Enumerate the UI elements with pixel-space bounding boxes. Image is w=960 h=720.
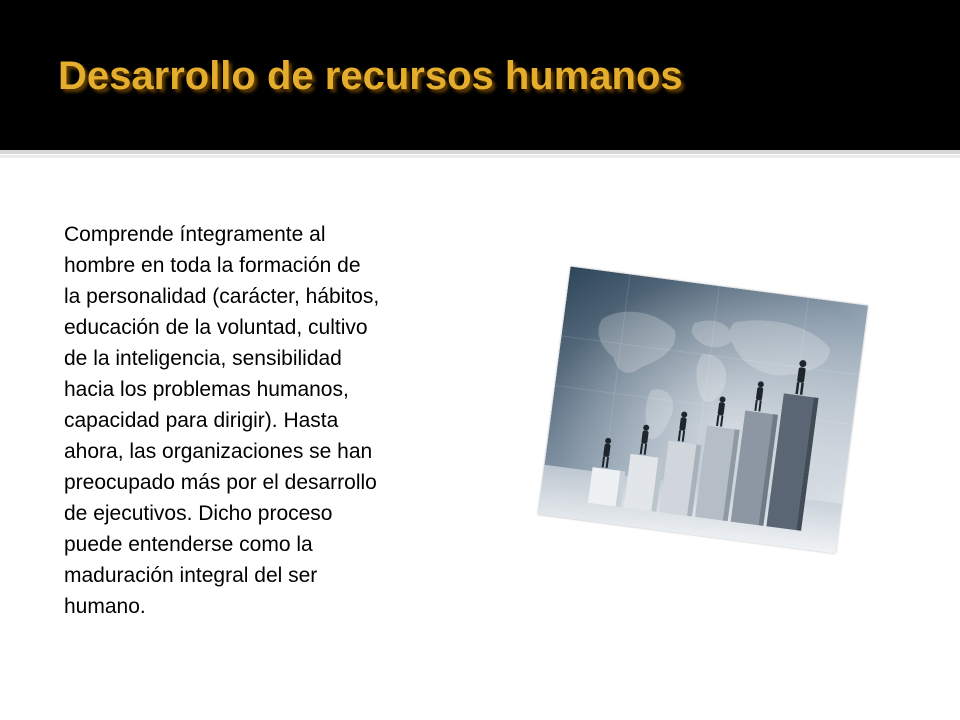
body-line: de la inteligencia, sensibilidad: [64, 347, 342, 370]
body-line: hombre en toda la formación de: [64, 254, 361, 277]
header-bar: [0, 0, 960, 150]
body-line: puede entenderse como la: [64, 533, 313, 556]
slide-title: Desarrollo de recursos humanos: [58, 54, 683, 98]
body-line: maduración integral del ser: [64, 564, 318, 587]
body-line: humano.: [64, 595, 146, 618]
body-line: la personalidad (carácter, hábitos,: [64, 285, 380, 308]
body-line: preocupado más por el desarrollo: [64, 471, 377, 494]
body-line: ahora, las organizaciones se han: [64, 440, 373, 463]
header-divider-secondary: [0, 155, 960, 158]
body-line: capacidad para dirigir). Hasta: [64, 409, 339, 432]
growth-stairs-illustration: [538, 266, 868, 553]
body-line: Comprende íntegramente al: [64, 223, 326, 246]
body-line: hacia los problemas humanos,: [64, 378, 349, 401]
growth-stairs-image: [538, 266, 868, 553]
body-text: [64, 219, 484, 622]
header-divider: [0, 150, 960, 154]
body-line: de ejecutivos. Dicho proceso: [64, 502, 333, 525]
body-line: educación de la voluntad, cultivo: [64, 316, 368, 339]
